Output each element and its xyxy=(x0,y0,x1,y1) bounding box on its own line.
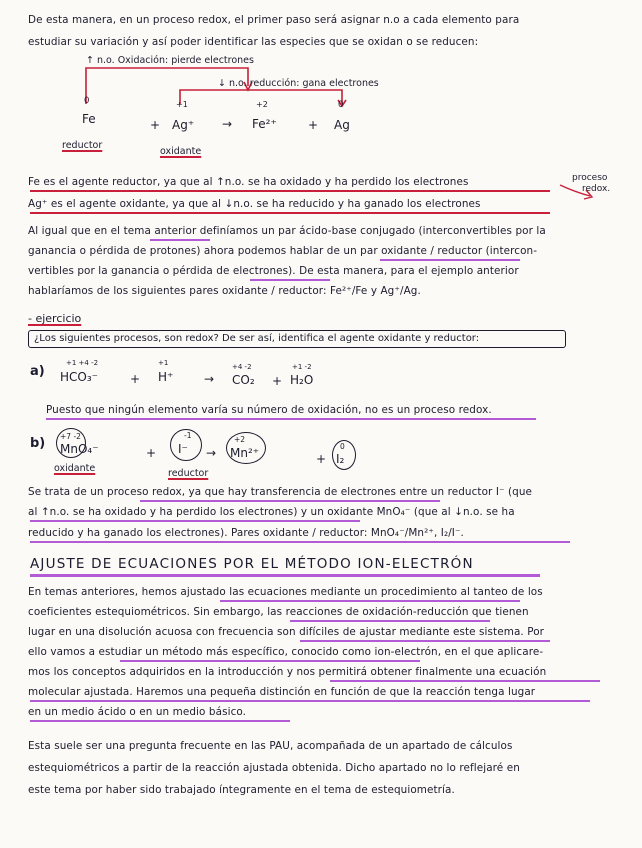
sec-highlight-5 xyxy=(330,680,600,682)
section-line-4: ello vamos a estudiar un método más específico, conocido como ion-electrón, en el que aplicare- xyxy=(28,646,544,658)
item-b-label: b) xyxy=(30,436,46,451)
intro-line-2: estudiar su variación y así poder identificar las especies que se oxidan o se reducen: xyxy=(28,36,479,48)
sec-highlight-1 xyxy=(220,600,520,602)
side-note-redox: redox. xyxy=(582,184,611,194)
species-ag-ion: Ag⁺ xyxy=(172,118,195,132)
b-ox-i: -1 xyxy=(184,431,192,440)
b-species-mn2: Mn²⁺ xyxy=(230,446,260,460)
b-arrow: → xyxy=(206,446,217,460)
b-answer-line-2: al ↑n.o. se ha oxidado y ha perdido los electrones) y un oxidante MnO₄⁻ (que al ↓n.o. se ha xyxy=(28,506,515,518)
b-highlight-3 xyxy=(30,541,570,543)
fe-agent-line: Fe es el agente reductor, ya que al ↑n.o. se ha oxidado y ha perdido los electrones xyxy=(28,176,469,188)
section-heading: AJUSTE DE ECUACIONES POR EL MÉTODO ION-ELECTRÓN xyxy=(30,556,474,572)
a-arrow: → xyxy=(204,372,215,386)
oxidation-label: ↑ n.o. Oxidación: pierde electrones xyxy=(86,55,254,66)
sec-highlight-7 xyxy=(30,720,290,722)
species-fe: Fe xyxy=(82,112,96,126)
highlight-electrones xyxy=(250,279,330,281)
a-species-h2o: H₂O xyxy=(290,373,314,387)
species-ag: Ag xyxy=(334,118,350,132)
reduction-label: ↓ n.o. reducción: gana electrones xyxy=(218,78,379,89)
section-line-1: En temas anteriores, hemos ajustado las ecuaciones mediante un procedimiento al tanteo de los xyxy=(28,586,543,598)
b-answer-line-3: reducido y ha ganado los electrones). Pares oxidante / reductor: MnO₄⁻/Mn²⁺, I₂/I⁻. xyxy=(28,527,464,539)
pairs-line-2: ganancia o pérdida de protones) ahora podemos hablar de un par oxidante / reductor (intercon- xyxy=(28,245,538,257)
section-line-5: mos los conceptos adquiridos en la introducción y nos permitirá obtener finalmente una ecuación xyxy=(28,666,547,678)
b-species-i2: I₂ xyxy=(336,452,345,466)
ox-number-fe: 0 xyxy=(84,96,90,106)
side-note-process: proceso xyxy=(572,173,608,183)
b-oxidant-label: oxidante xyxy=(54,463,96,474)
a-ox-h2o: +1 -2 xyxy=(292,363,312,371)
a-ox-hco3: +1 +4 -2 xyxy=(66,359,99,367)
b-highlight-1 xyxy=(140,500,440,502)
item-a-label: a) xyxy=(30,364,45,379)
b-highlight-2 xyxy=(30,520,360,522)
sec-highlight-4 xyxy=(120,660,420,662)
ox-number-ag-ion: +1 xyxy=(176,100,188,109)
b-species-i: I⁻ xyxy=(178,442,188,456)
exercise-title: - ejercicio xyxy=(28,312,82,325)
heading-underline xyxy=(30,574,540,577)
b-ox-mno4: +7 -2 xyxy=(60,432,81,441)
closing-line-1: Esta suele ser una pregunta frecuente en las PAU, acompañada de un apartado de cálculos xyxy=(28,740,513,752)
species-fe-ion: Fe²⁺ xyxy=(252,117,277,131)
b-species-mno4: MnO₄⁻ xyxy=(60,442,99,456)
highlight-tema-anterior xyxy=(150,239,210,241)
section-line-3: lugar en una disolución acuosa con frecuencia son difíciles de ajustar mediante este sistema. Por xyxy=(28,626,545,638)
a-species-co2: CO₂ xyxy=(232,373,255,387)
b-species-plus-1: + xyxy=(146,446,157,460)
sec-highlight-6 xyxy=(30,700,590,702)
b-ox-mn2: +2 xyxy=(234,435,246,444)
ag-agent-underline xyxy=(30,212,550,214)
ag-agent-line: Ag⁺ es el agente oxidante, ya que al ↓n.o. se ha reducido y ha ganado los electrones xyxy=(28,198,481,210)
reaction-arrow: → xyxy=(222,117,233,131)
intro-line-1: De esta manera, en un proceso redox, el primer paso será asignar n.o a cada elemento para xyxy=(28,14,520,26)
fe-agent-underline xyxy=(30,190,550,192)
a-ox-h: +1 xyxy=(158,359,169,367)
a-ox-co2: +4 -2 xyxy=(232,363,252,371)
species-plus-2: + xyxy=(308,118,319,132)
section-line-2: coeficientes estequiométricos. Sin embargo, las reacciones de oxidación-reducción que tienen xyxy=(28,606,529,618)
a-answer: Puesto que ningún elemento varía su número de oxidación, no es un proceso redox. xyxy=(46,404,492,416)
a-species-plus-2: + xyxy=(272,374,283,388)
b-species-plus-2: + xyxy=(316,452,327,466)
a-species-h: H⁺ xyxy=(158,370,174,384)
reducer-label: reductor xyxy=(62,140,103,151)
pairs-line-3: vertibles por la ganancia o pérdida de electrones). De esta manera, para el ejemplo anterior xyxy=(28,265,519,277)
oxidant-label: oxidante xyxy=(160,146,202,157)
ox-number-ag: 0 xyxy=(338,100,344,110)
b-answer-line-1: Se trata de un proceso redox, ya que hay transferencia de electrones entre un reductor I⁻ (que xyxy=(28,486,532,498)
a-species-plus-1: + xyxy=(130,372,141,386)
sec-highlight-3 xyxy=(300,640,550,642)
a-species-hco3: HCO₃⁻ xyxy=(60,370,98,384)
closing-line-3: este tema por haber sido trabajado íntegramente en el tema de estequiometría. xyxy=(28,784,455,796)
pairs-line-4: hablaríamos de los siguientes pares oxidante / reductor: Fe²⁺/Fe y Ag⁺/Ag. xyxy=(28,285,421,297)
pairs-line-1: Al igual que en el tema anterior definíamos un par ácido-base conjugado (interconvertibles por la xyxy=(28,225,546,237)
highlight-par-oxidante xyxy=(380,259,520,261)
ox-number-fe-ion: +2 xyxy=(256,100,268,109)
b-ox-i2: 0 xyxy=(340,442,345,451)
exercise-question: ¿Los siguientes procesos, son redox? De ser así, identifica el agente oxidante y reductor: xyxy=(34,333,480,344)
species-plus-1: + xyxy=(150,118,161,132)
sec-highlight-2 xyxy=(290,620,490,622)
section-line-6: molecular ajustada. Haremos una pequeña distinción en función de que la reacción tenga lugar xyxy=(28,686,536,698)
a-answer-highlight xyxy=(46,418,536,420)
section-line-7: en un medio ácido o en un medio básico. xyxy=(28,706,247,718)
b-reducer-label: reductor xyxy=(168,468,209,479)
closing-line-2: estequiométricos a partir de la reacción ajustada obtenida. Dicho apartado no lo reflejaré en xyxy=(28,762,520,774)
